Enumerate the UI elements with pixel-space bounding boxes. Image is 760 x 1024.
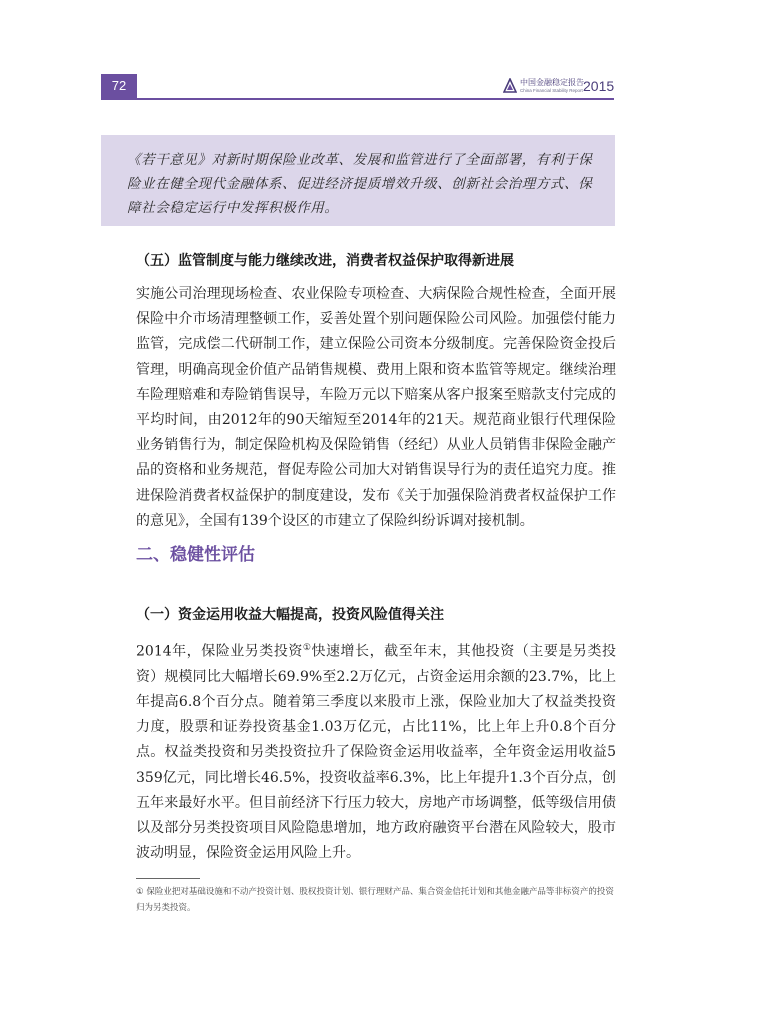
callout-box bbox=[101, 135, 615, 226]
brand-title-en: China Financial Stability Report bbox=[520, 88, 583, 93]
chapter-heading: 二、稳健性评估 bbox=[136, 545, 255, 565]
brand-title-cn: 中国金融稳定报告 bbox=[520, 78, 584, 87]
page-number: 72 bbox=[101, 74, 137, 98]
paragraph-text-start: 2014年，保险业另类投资 bbox=[136, 643, 303, 660]
section-5-paragraph: 实施公司治理现场检查、农业保险专项检查、大病保险合规性检查，全面开展保险中介市场清理整顿工作，妥善处置个别问题保险公司风险。加强偿付能力监管，完成偿二代研制工作，建立保险公司资本分级制度。完善保险资金投后管理，明确高现金价值产品销售规模、费用上限和资本监管等规定。继续治理车险理赔难和寿险销售误导，车险万元以下赔案从客户报案至赔款支付完成的平均时间，由2012年的90天缩短至2014年的21天。规范商业银行代理保险业务销售行为，制定保险机构及保险销售（经纪）从业人员销售非保险金融产品的资格和业务规范，督促寿险公司加大对销售误导行为的责任追究力度。推进保险消费者权益保护的制度建设，发布《关于加强保险消费者权益保护工作的意见》，全国有139个设区的市建立了保险纠纷诉调对接机制。 bbox=[136, 286, 616, 529]
section-1-paragraph bbox=[136, 636, 616, 866]
footnote: ① 保险业把对基础设施和不动产投资计划、股权投资计划、银行理财产品、集合资金信托计划和其他金融产品等非标资产的投资归为另类投资。 bbox=[136, 887, 614, 913]
header-rule bbox=[101, 98, 614, 100]
brand-year: 2015 bbox=[583, 78, 615, 94]
paragraph-text-end: 快速增长，截至年末，其他投资（主要是另类投资）规模同比大幅增长69.9%至2.2万亿元，占资金运用余额的23.7%，比上年提高6.8个百分点。随着第三季度以来股市上涨，保险业加大了权益类投资力度，股票和证券投资基金1.03万亿元，占比11%，比上年上升0.8个百分点。权益类投资和另类投资拉升了保险资金运用收益率，全年资金运用收益5 359亿元，同比增长46.5%，投资收益率6.3%，比上年提升1.3个百分点，创五年来最好水平。但目前经济下行压力较大，房地产市场调整，低等级信用债以及部分另类投资项目风险隐患增加，地方政府融资平台潜在风险较大，股市波动明显，保险资金运用风险上升。 bbox=[136, 643, 616, 862]
footnote-reference: ① bbox=[302, 643, 312, 653]
report-logo-icon bbox=[503, 78, 517, 94]
callout-text: 《若干意见》对新时期保险业改革、发展和监管进行了全面部署，有利于保险业在健全现代金融体系、促进经济提质增效升级、创新社会治理方式、保障社会稳定运行中发挥积极作用。 bbox=[127, 152, 593, 216]
report-brand bbox=[503, 76, 621, 98]
section-heading-1: （一）资金运用收益大幅提高，投资风险值得关注 bbox=[136, 607, 444, 623]
footnote-rule bbox=[136, 878, 200, 879]
section-heading-5: （五）监管制度与能力继续改进，消费者权益保护取得新进展 bbox=[136, 253, 514, 269]
